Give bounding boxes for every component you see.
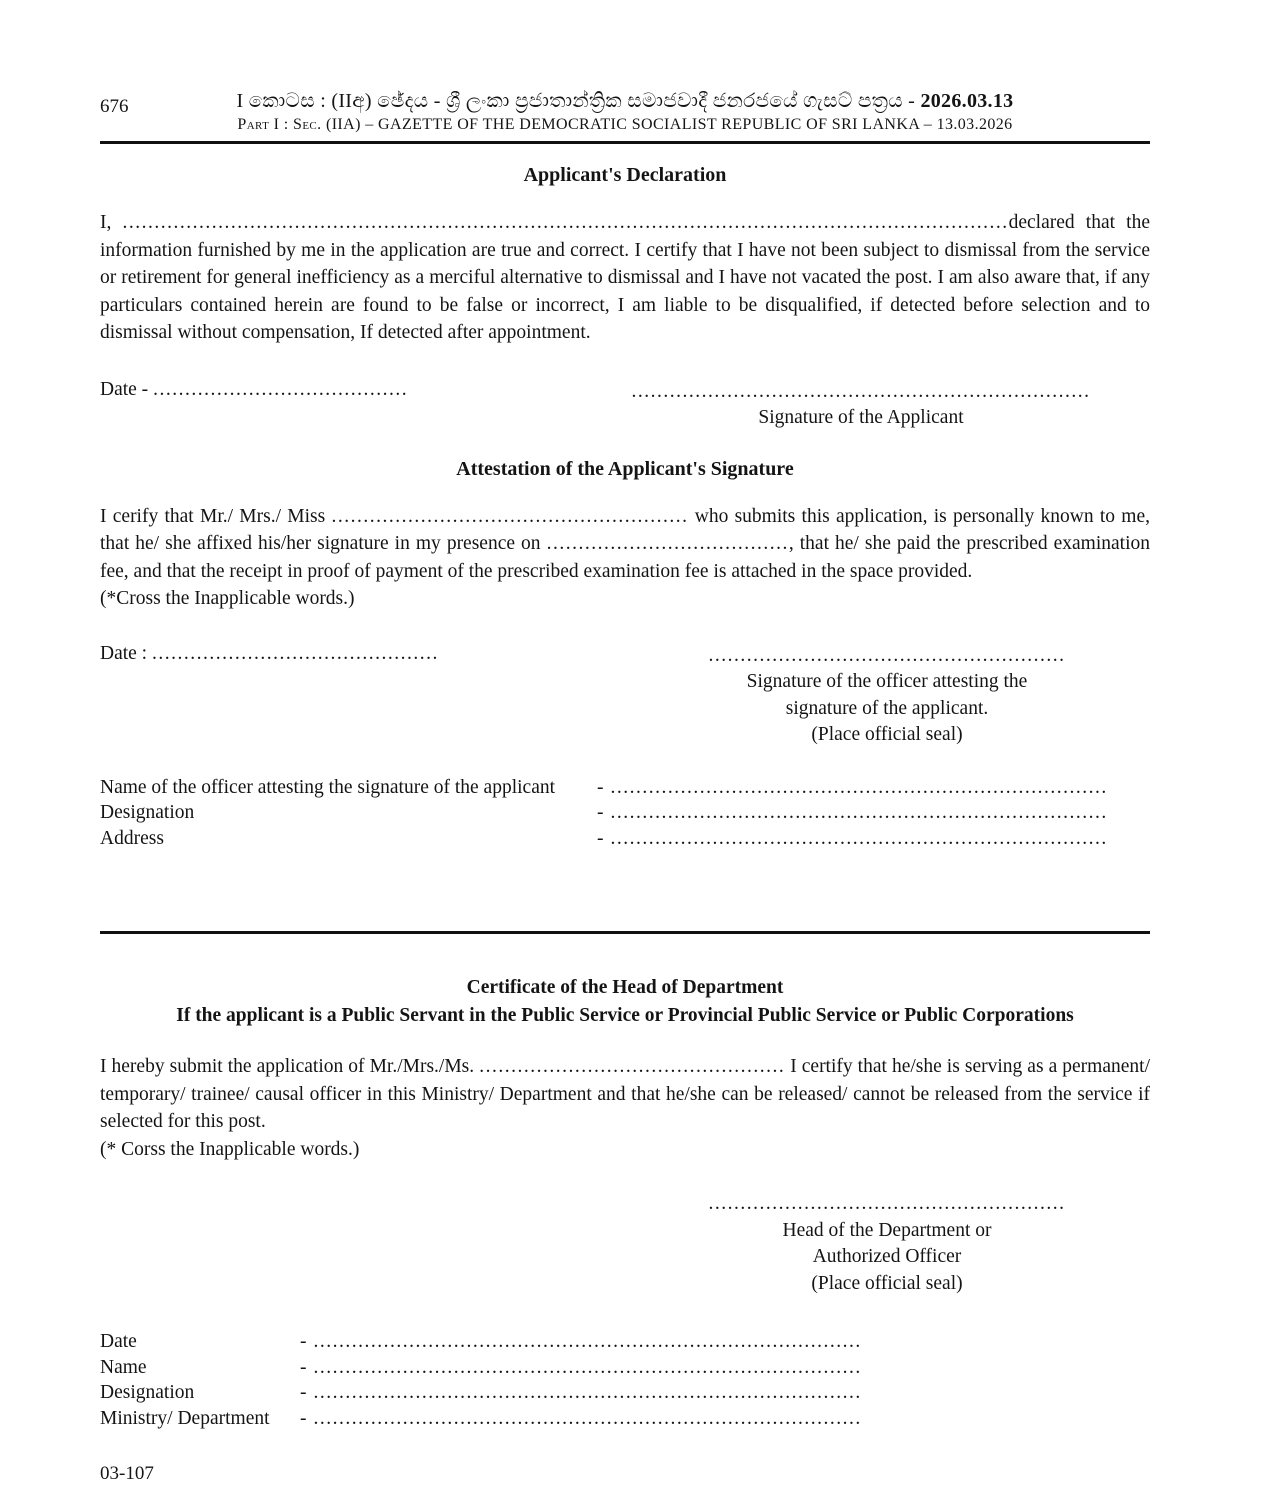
declaration-date-signature-row [100, 379, 1150, 432]
officer-designation-label: Designation [100, 802, 195, 823]
applicant-signature-caption: Signature of the Applicant [758, 407, 964, 428]
attestation-date-signature-row [100, 643, 1150, 749]
attestation-paragraph [100, 503, 1150, 586]
officer-name-fill-line: .............................................................................. [610, 776, 1108, 798]
certificate-title-line1: Certificate of the Head of Department [466, 977, 784, 998]
declaration-para-prefix: I, [100, 212, 123, 233]
declaration-date-label: Date - [100, 378, 154, 400]
attestation-para-text-2: who submits this application, is personally known to me, that he/ she affixed his/her signature in my presence on [100, 505, 1150, 554]
notice-number: 03-107 [100, 1463, 154, 1484]
officer-designation-fill-line: .............................................................................. [610, 802, 1108, 823]
certificate-note: (* Corss the Inapplicable words.) [100, 1138, 360, 1160]
attesting-officer-caption-1: Signature of the officer attesting the [746, 671, 1028, 692]
officer-designation-dash: - [597, 802, 604, 823]
page-header [100, 0, 1150, 144]
officer-address-field-row [100, 826, 1150, 852]
certificate-name-dash: - [300, 1356, 307, 1378]
attestation-note: (*Cross the Inapplicable words.) [100, 588, 355, 609]
attestation-para-text-1: I cerify that Mr./ Mrs./ Miss [100, 505, 332, 527]
declaration-fill-in-line: ........................................................................................................................................... [122, 212, 1009, 233]
certificate-fields [100, 1329, 1150, 1431]
header-title-english: Part I : Sec. (IIA) – GAZETTE OF THE DEMOCRATIC SOCIALIST REPUBLIC OF SRI LANKA – 13.03.2026 [237, 116, 1013, 133]
declaration-paragraph [100, 209, 1150, 347]
head-of-department-caption-1: Head of the Department or [782, 1219, 992, 1241]
header-divider [100, 141, 1150, 144]
head-of-department-signature-block [707, 1191, 1067, 1297]
officer-address-label: Address [100, 827, 164, 849]
certificate-designation-field-row [100, 1380, 1150, 1406]
certificate-paragraph [100, 1053, 1150, 1136]
certificate-name-field-row [100, 1355, 1150, 1381]
declaration-para-text: declared that the information furnished by me in the application are true and correct. I certify that I have not been subject to dismissal from the service or retirement for general inefficiency as a merciful alternative to dismissal and I have not vacated the post. I am also aware that, if any particulars contained herein are found to be false or incorrect, I am liable to be disqualified, if detected before selection and to dismissal without compensation, If detected after appointment. [100, 212, 1150, 343]
certificate-date-field-row [100, 1329, 1150, 1355]
attesting-officer-caption-3: (Place official seal) [811, 724, 963, 745]
certificate-para-text-1: I hereby submit the application of Mr./Mrs./Ms. [100, 1056, 480, 1077]
certificate-ministry-dash: - [300, 1407, 307, 1429]
head-of-department-signature-line: ........................................................ [708, 1193, 1066, 1214]
attesting-officer-signature-line: ........................................................ [708, 644, 1066, 666]
attestation-para-text-3: , that he/ she paid the prescribed examination fee, and that the receipt in proof of payment of the prescribed examination fee is attached in the space provided. [100, 533, 1150, 582]
certificate-title-line2: If the applicant is a Public Servant in the Public Service or Provincial Public Service or Public Corporations [176, 1004, 1074, 1026]
certificate-date-label: Date [100, 1331, 137, 1352]
certificate-date-dash: - [300, 1331, 307, 1352]
certificate-ministry-field-row [100, 1406, 1150, 1432]
declaration-title: Applicant's Declaration [523, 164, 727, 186]
applicant-signature-block [630, 379, 1092, 432]
officer-name-label: Name of the officer attesting the signature of the applicant [100, 776, 556, 798]
section-divider-rule [100, 931, 1150, 934]
certificate-date-fill-line: ...................................................................................... [313, 1331, 862, 1352]
certificate-designation-label: Designation [100, 1382, 195, 1403]
certificate-designation-fill-line: ...................................................................................... [313, 1382, 862, 1403]
officer-name-field-row [100, 775, 1150, 801]
certificate-ministry-label: Ministry/ Department [100, 1407, 270, 1429]
certificate-para-text-2: I certify that he/she is serving as a permanent/ temporary/ trainee/ causal officer in this Ministry/ Department and that he/she can be released/ cannot be released from the service if selected for this post. [100, 1056, 1150, 1132]
attestation-date-fill-line: ............................................. [151, 642, 439, 664]
attestation-date-fill-inline: ...................................... [546, 533, 789, 554]
applicant-signature-line: ........................................................................ [631, 380, 1091, 402]
certificate-name-label: Name [100, 1356, 147, 1378]
attestation-name-fill-line: ........................................................ [331, 505, 689, 527]
certificate-name-fill-line: ................................................ [479, 1056, 786, 1077]
header-title-sinhala [100, 90, 1150, 113]
officer-name-dash: - [597, 776, 604, 798]
attesting-officer-signature-block [707, 643, 1067, 749]
declaration-date-fill-line: ........................................ [153, 378, 409, 400]
head-of-department-caption-2: Authorized Officer [812, 1246, 962, 1267]
header-sinhala-text: I කොටස : (IIඅ) ඡේදය - ශ්‍රී ලංකා ප්‍රජාතාන්ත්‍රික සමාජවාදී ජනරජයේ ගැසට් පත්‍රය - [236, 90, 921, 112]
declaration-date-line [100, 379, 408, 401]
attesting-officer-caption-2: signature of the applicant. [785, 697, 989, 719]
attestation-date-line [100, 643, 439, 665]
officer-address-fill-line: .............................................................................. [610, 827, 1108, 849]
officer-address-dash: - [597, 827, 604, 849]
officer-designation-field-row [100, 800, 1150, 826]
attestation-date-label: Date : [100, 642, 152, 664]
certificate-ministry-fill-line: ...................................................................................... [313, 1407, 862, 1429]
certificate-designation-dash: - [300, 1382, 307, 1403]
page-number: 676 [100, 96, 129, 117]
attesting-officer-fields [100, 775, 1150, 852]
head-of-department-caption-3: (Place official seal) [811, 1272, 963, 1294]
attestation-title: Attestation of the Applicant's Signature [456, 457, 794, 480]
header-sinhala-date: 2026.03.13 [920, 90, 1014, 112]
certificate-name-fill-line: ...................................................................................... [313, 1356, 862, 1378]
certificate-title-block [100, 974, 1150, 1029]
